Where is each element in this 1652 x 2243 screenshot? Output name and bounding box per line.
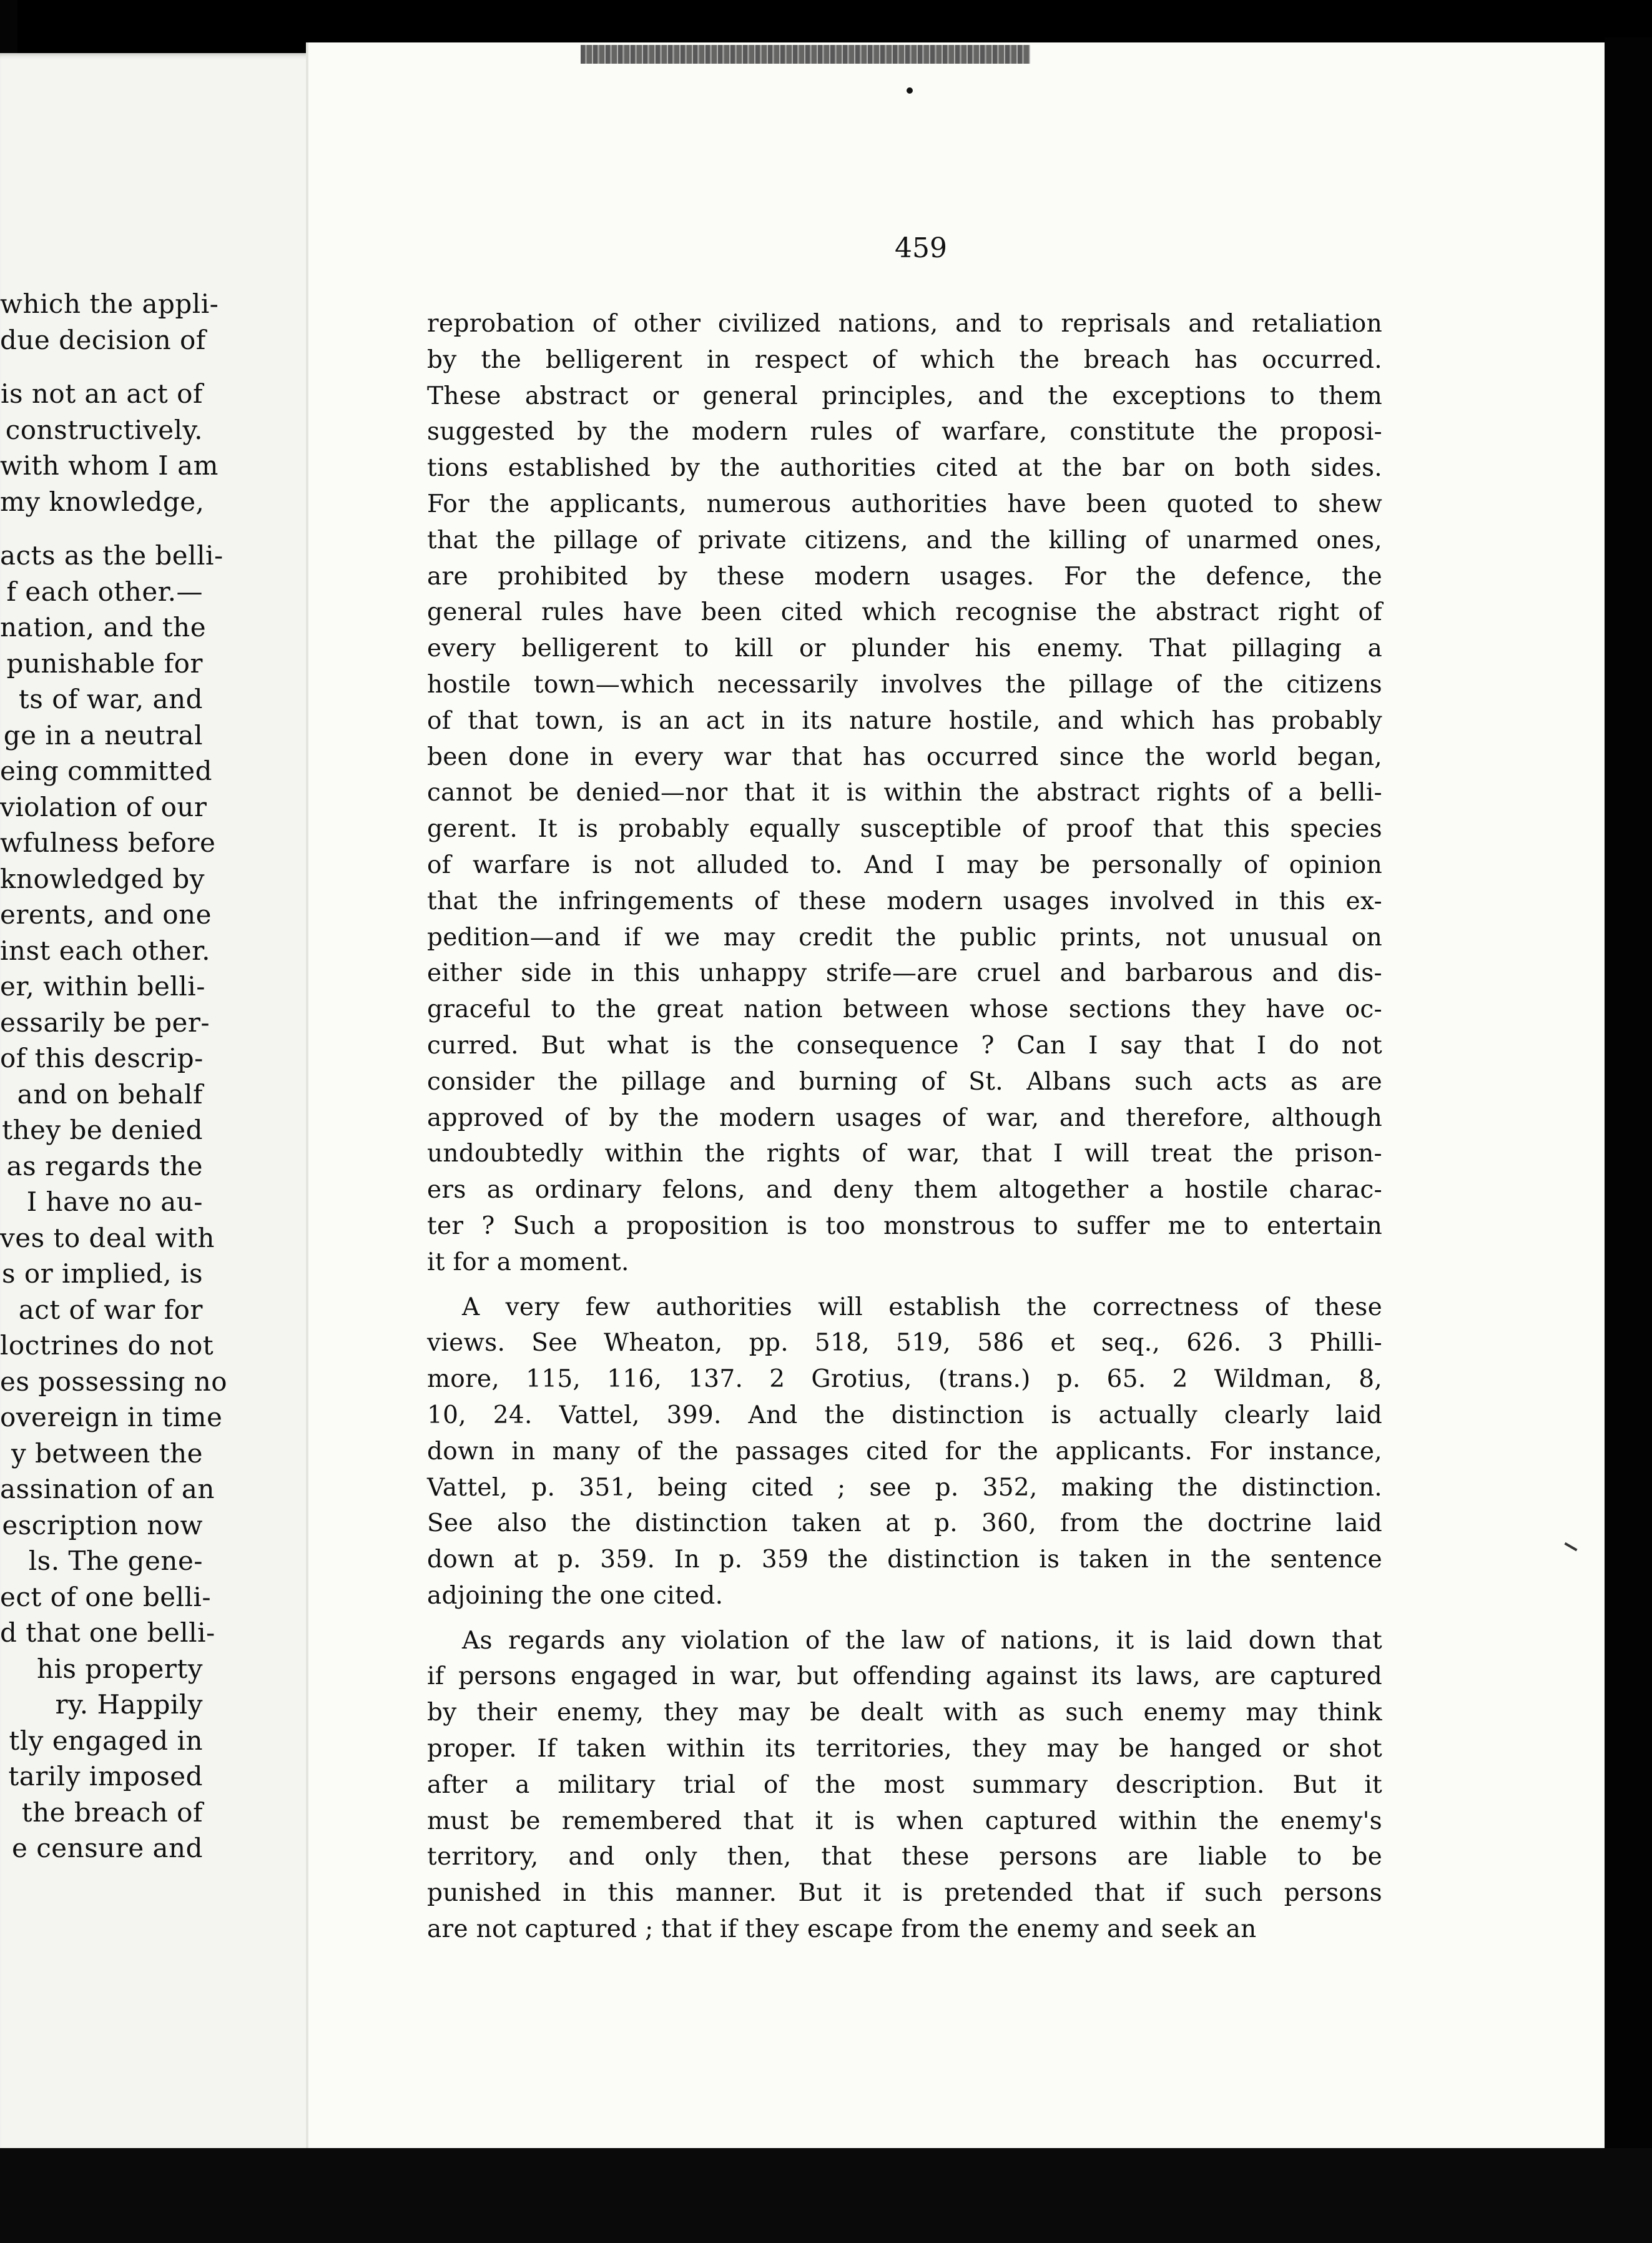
paragraph-gap xyxy=(427,1281,1382,1289)
left-column-line: y between the xyxy=(11,1437,203,1469)
left-column-line: d that one belli- xyxy=(0,1617,215,1648)
left-column-line: eing committed xyxy=(0,756,212,786)
text-line: suggested by the modern rules of warfare, constitute the proposi- xyxy=(427,418,1382,446)
text-line: down in many of the passages cited for the applicants. For instance, xyxy=(427,1437,1382,1466)
top-binding-strip xyxy=(581,45,1030,64)
text-line: proper. If taken within its territories, they may be hanged or shot xyxy=(427,1735,1382,1763)
text-line: As regards any violation of the law of nations, it is laid down that xyxy=(462,1626,1382,1655)
left-column-line: they be denied xyxy=(2,1115,203,1145)
left-column-line: escription now xyxy=(2,1509,203,1541)
text-line: views. See Wheaton, pp. 518, 519, 586 et seq., 626. 3 Philli- xyxy=(427,1329,1382,1358)
text-line: either side in this unhappy strife—are cruel and barbarous and dis- xyxy=(427,959,1382,988)
left-column-line: acts as the belli- xyxy=(0,540,224,571)
text-line: by their enemy, they may be dealt with as such enemy may think xyxy=(427,1698,1382,1727)
text-line: A very few authorities will establish the correctness of these xyxy=(462,1293,1382,1321)
left-page-text-column xyxy=(0,286,228,1866)
left-column-line: loctrines do not xyxy=(0,1330,214,1361)
top-ink-dot xyxy=(907,87,913,94)
text-line: must be remembered that it is when captured within the enemy's xyxy=(427,1807,1382,1835)
left-column-line: overeign in time xyxy=(0,1402,223,1432)
text-line: down at p. 359. In p. 359 the distinction is taken in the sentence xyxy=(427,1545,1382,1574)
text-line: adjoining the one cited. xyxy=(427,1581,724,1610)
text-line: reprobation of other civilized nations, and to reprisals and retaliation xyxy=(427,310,1382,338)
left-column-line: ves to deal with xyxy=(0,1222,215,1253)
bottom-scan-background xyxy=(0,2148,1652,2243)
text-line: graceful to the great nation between whose sections they have oc- xyxy=(427,995,1382,1024)
left-column-line: the breach of xyxy=(21,1797,203,1828)
text-line: if persons engaged in war, but offending against its laws, are captured xyxy=(427,1662,1382,1691)
text-line: curred. But what is the consequence ? Can I say that I do not xyxy=(427,1031,1382,1060)
left-column-line: my knowledge, xyxy=(0,486,205,517)
text-line: undoubtedly within the rights of war, that I will treat the prison- xyxy=(427,1140,1382,1168)
left-column-line: wfulness before xyxy=(0,827,216,858)
text-line: general rules have been cited which recognise the abstract right of xyxy=(427,598,1382,627)
left-column-line: violation of our xyxy=(0,791,207,822)
text-line: been done in every war that has occurred since the world began, xyxy=(427,742,1382,771)
left-column-line: is not an act of xyxy=(1,378,203,409)
text-line: gerent. It is probably equally susceptible of proof that this species xyxy=(427,815,1382,844)
text-line: ter ? Such a proposition is too monstrous to suffer me to entertain xyxy=(427,1211,1382,1240)
left-column-line: punishable for xyxy=(6,648,203,679)
left-column-line: constructively. xyxy=(5,414,203,445)
left-column-gap xyxy=(0,358,203,376)
left-column-line: I have no au- xyxy=(26,1186,203,1217)
left-column-line: with whom I am xyxy=(0,450,219,481)
left-column-line: ect of one belli- xyxy=(0,1581,212,1612)
text-line: Vattel, p. 351, being cited ; see p. 352, making the distinction. xyxy=(427,1473,1382,1502)
left-column-line: ls. The gene- xyxy=(28,1545,203,1576)
left-column-line: knowledged by xyxy=(0,863,205,894)
text-line: it for a moment. xyxy=(427,1248,629,1276)
left-column-line: act of war for xyxy=(18,1294,203,1325)
left-column-line: erents, and one xyxy=(0,899,212,930)
left-column-line: and on behalf xyxy=(17,1078,203,1110)
text-line: every belligerent to kill or plunder his enemy. That pillaging a xyxy=(427,634,1382,663)
left-column-line: f each other.— xyxy=(6,576,203,607)
text-line: consider the pillage and burning of St. Albans such acts as are xyxy=(427,1067,1382,1096)
left-column-line: ry. Happily xyxy=(55,1689,203,1720)
text-line: territory, and only then, that these persons are liable to be xyxy=(427,1843,1382,1871)
text-line: tions established by the authorities cited at the bar on both sides. xyxy=(427,454,1382,483)
text-line: pedition—and if we may credit the public prints, not unusual on xyxy=(427,923,1382,952)
page-number: 459 xyxy=(895,232,947,264)
left-column-line: ts of war, and xyxy=(18,684,203,714)
text-line: hostile town—which necessarily involves the pillage of the citizens xyxy=(427,670,1382,699)
text-line: punished in this manner. But it is pretended that if such persons xyxy=(427,1879,1382,1908)
text-line: are prohibited by these modern usages. For the defence, the xyxy=(427,562,1382,591)
text-line: For the applicants, numerous authorities have been quoted to shew xyxy=(427,490,1382,518)
left-column-line: er, within belli- xyxy=(0,971,205,1002)
paragraph xyxy=(427,1289,1382,1614)
text-line: that the infringements of these modern usages involved in this ex- xyxy=(427,887,1382,915)
left-column-line: assination of an xyxy=(0,1474,215,1504)
text-line: These abstract or general principles, and the exceptions to them xyxy=(427,382,1382,410)
text-line: after a military trial of the most summary description. But it xyxy=(427,1770,1382,1799)
text-line: approved of by the modern usages of war, and therefore, although xyxy=(427,1103,1382,1132)
text-line: by the belligerent in respect of which the breach has occurred. xyxy=(427,345,1382,374)
paragraph xyxy=(427,1623,1382,1948)
left-column-line: nation, and the xyxy=(0,612,207,643)
right-edge-shadow xyxy=(1605,37,1652,2186)
text-line: that the pillage of private citizens, and the killing of unarmed ones, xyxy=(427,526,1382,555)
left-column-line: e censure and xyxy=(12,1833,203,1863)
left-column-gap xyxy=(0,520,203,538)
left-column-line: which the appli- xyxy=(0,288,219,319)
text-line: are not captured ; that if they escape from the enemy and seek an xyxy=(427,1915,1257,1944)
main-text-column xyxy=(427,306,1382,1948)
paragraph xyxy=(427,306,1382,1281)
text-line: ers as ordinary felons, and deny them altogether a hostile charac- xyxy=(427,1176,1382,1205)
text-line: 10, 24. Vattel, 399. And the distinction is actually clearly laid xyxy=(427,1401,1382,1429)
text-line: more, 115, 116, 137. 2 Grotius, (trans.) p. 65. 2 Wildman, 8, xyxy=(427,1365,1382,1394)
left-column-line: as regards the xyxy=(6,1150,203,1181)
text-line: of warfare is not alluded to. And I may be personally of opinion xyxy=(427,850,1382,879)
left-column-line: due decision of xyxy=(0,324,206,355)
left-column-line: essarily be per- xyxy=(0,1007,210,1038)
left-column-line: es possessing no xyxy=(0,1366,228,1397)
text-line: See also the distinction taken at p. 360, from the doctrine laid xyxy=(427,1509,1382,1538)
text-line: cannot be denied—nor that it is within the abstract rights of a belli- xyxy=(427,779,1382,807)
left-column-line: tarily imposed xyxy=(8,1761,203,1792)
left-column-line: tly engaged in xyxy=(9,1725,203,1756)
left-column-line: his property xyxy=(36,1653,203,1684)
text-line: of that town, is an act in its nature hostile, and which has probably xyxy=(427,706,1382,735)
left-column-line: inst each other. xyxy=(0,935,210,966)
left-column-line: of this descrip- xyxy=(0,1043,204,1073)
left-column-line: s or implied, is xyxy=(1,1258,203,1289)
paragraph-gap xyxy=(427,1614,1382,1623)
left-column-line: ge in a neutral xyxy=(3,719,203,751)
